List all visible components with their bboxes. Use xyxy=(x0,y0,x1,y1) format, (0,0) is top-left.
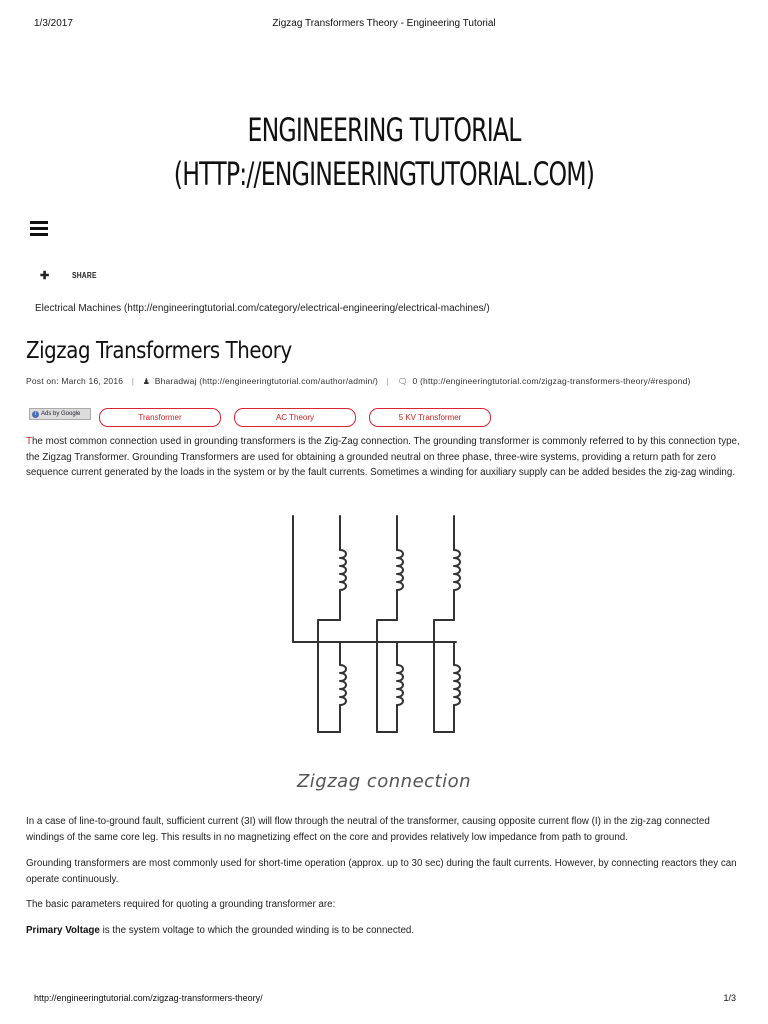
ads-by-google-badge[interactable] xyxy=(29,408,91,420)
primary-voltage-term: Primary Voltage xyxy=(26,925,100,936)
meta-separator: | xyxy=(131,376,135,386)
ad-tag-ac-theory[interactable]: AC Theory xyxy=(234,408,356,427)
comment-icon: 🗨 xyxy=(397,377,408,386)
operation-paragraph: Grounding transformers are most commonly used for short-time operation (approx. up to 30 sec) during the fault currents. However, by connecting reactors they can operate continuously. xyxy=(26,858,737,885)
print-page-title: Zigzag Transformers Theory - Engineering Tutorial xyxy=(272,18,496,29)
parameters-intro: The basic parameters required for quoting a grounding transformer are: xyxy=(26,899,336,910)
comments-link[interactable]: 0 (http://engineeringtutorial.com/zigzag-transformers-theory/#respond) xyxy=(412,376,691,386)
post-date: Post on: March 16, 2016 xyxy=(26,376,124,386)
post-title: Zigzag Transformers Theory xyxy=(26,338,292,364)
share-label[interactable]: SHARE xyxy=(72,271,97,280)
page-number: 1/3 xyxy=(723,993,736,1003)
print-url: http://engineeringtutorial.com/zigzag-transformers-theory/ xyxy=(34,993,263,1003)
author-link[interactable]: Bharadwaj (http://engineeringtutorial.com/author/admin/) xyxy=(154,376,379,386)
ad-tag-transformer[interactable]: Transformer xyxy=(99,408,221,427)
primary-voltage-paragraph xyxy=(26,923,742,939)
primary-voltage-text: is the system voltage to which the grounded winding is to be connected. xyxy=(99,925,415,936)
site-title[interactable] xyxy=(0,108,768,196)
ad-tag-5kv-transformer[interactable]: 5 KV Transformer xyxy=(369,408,491,427)
meta-separator: | xyxy=(386,376,390,386)
print-header xyxy=(0,18,768,32)
print-date: 1/3/2017 xyxy=(34,18,73,29)
fault-paragraph: In a case of line-to-ground fault, sufficient current (3I) will flow through the neutral of the transformer, causing opposite current flow (I) in the zig-zag connected windings of the same core leg. This results in no magnetizing effect on the core and provides relatively low impedance from path to ground. xyxy=(26,816,710,843)
category-link[interactable]: Electrical Machines (http://engineeringtutorial.com/category/electrical-engineering/electrical-machines/) xyxy=(35,303,490,314)
diagram-caption: Zigzag connection xyxy=(296,771,472,792)
info-icon[interactable]: i xyxy=(32,411,39,418)
zigzag-connection-diagram xyxy=(280,510,480,800)
site-title-line2[interactable]: (HTTP://ENGINEERINGTUTORIAL.COM) xyxy=(173,155,595,193)
user-icon: ♟ xyxy=(142,377,151,386)
print-footer xyxy=(0,993,768,1007)
intro-paragraph xyxy=(26,434,742,481)
post-meta xyxy=(26,376,691,386)
plus-icon[interactable]: ✚ xyxy=(40,270,50,282)
site-title-line1[interactable]: ENGINEERING TUTORIAL xyxy=(247,111,521,149)
hamburger-icon[interactable] xyxy=(30,221,48,237)
drop-letter: T xyxy=(26,436,32,447)
ads-badge-label[interactable]: Ads by Google xyxy=(41,411,81,417)
intro-text: he most common connection used in grounding transformers is the Zig-Zag connection. The grounding transformer is commonly referred to by this connection type, the Zigzag Transformer. Grounding Transformers are used for obtaining a grounded neutral on three phase, three-wire systems, providing a return path for zero sequence current generated by the loads in the system or by the fault currents. Sometimes a winding for auxiliary supply can be added besides the zig-zag winding. xyxy=(26,436,740,478)
